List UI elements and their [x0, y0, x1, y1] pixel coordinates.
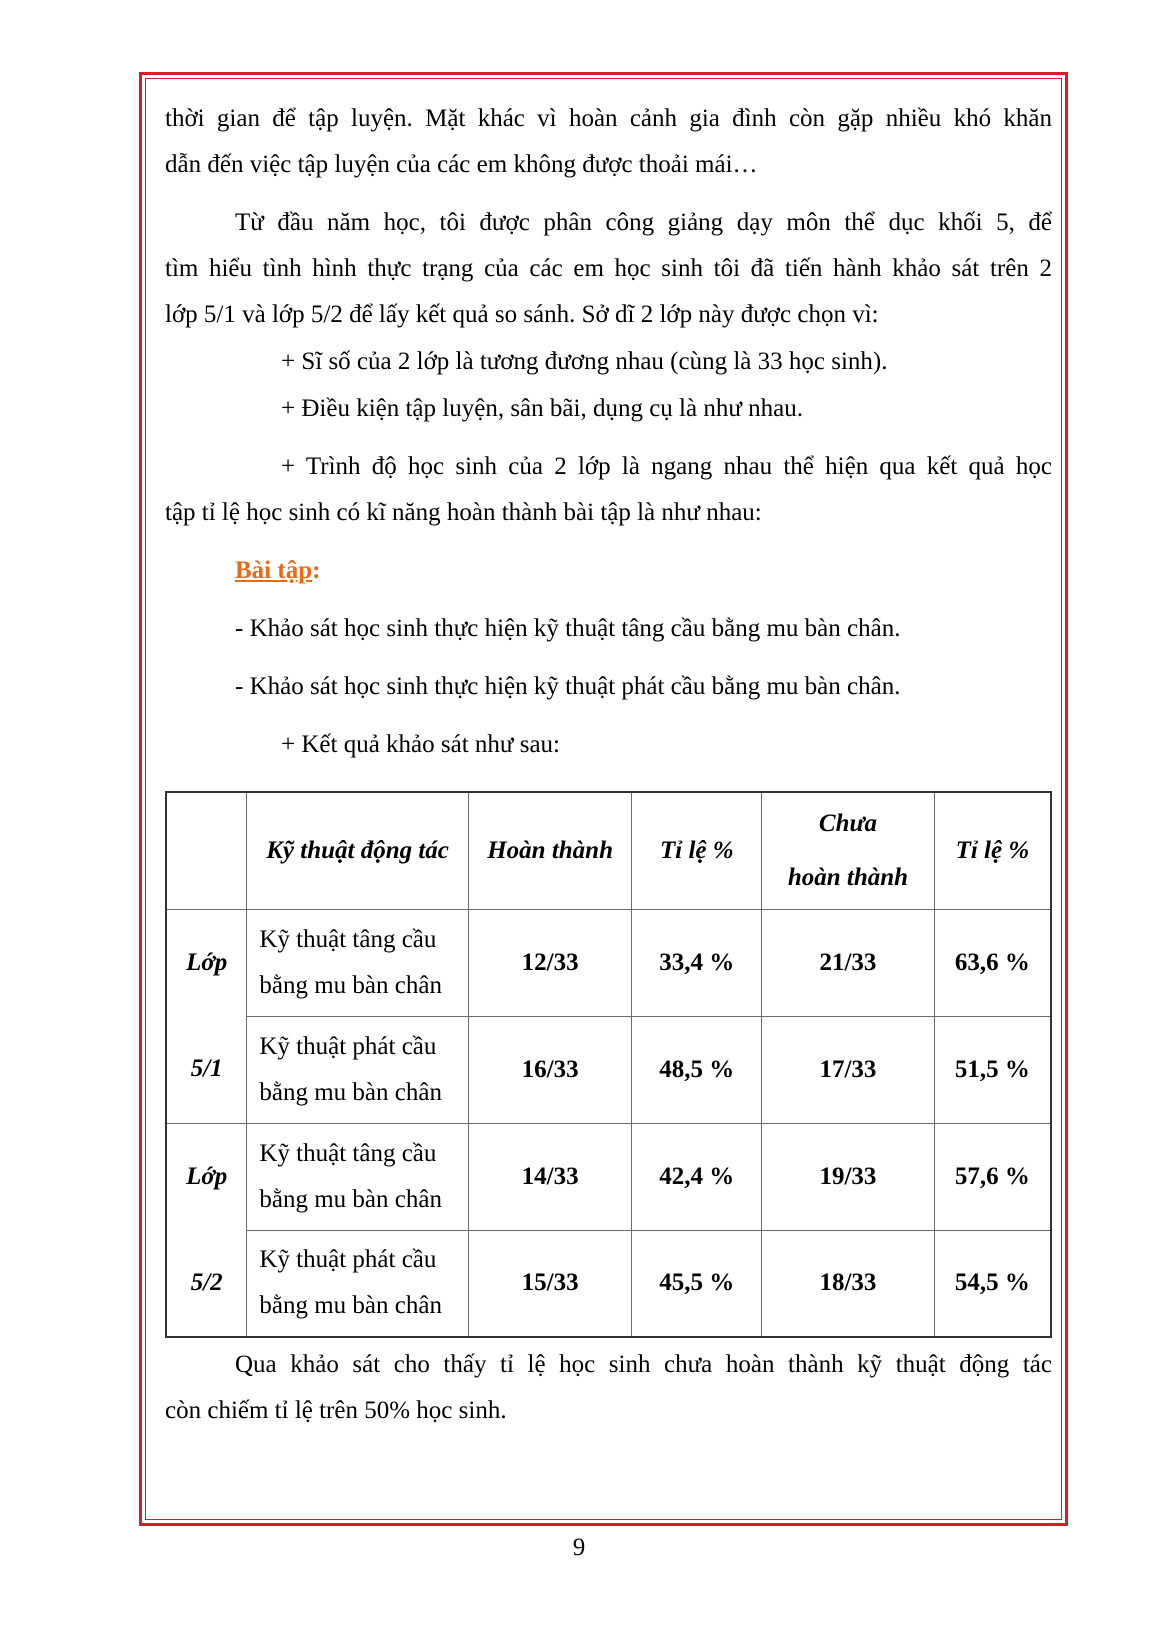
technique-line1: Kỹ thuật phát cầu	[259, 1032, 437, 1060]
paragraph-line: tìm hiểu tình hình thực trạng của các em học sinh tôi đã tiến hành khảo sát trên 2	[165, 255, 1052, 282]
completed-cell: 15/33	[468, 1230, 632, 1337]
result-intro: + Kết quả khảo sát như sau:	[281, 731, 560, 758]
technique-line2: bằng mu bàn chân	[259, 1185, 442, 1213]
completed-pct-cell: 45,5 %	[632, 1230, 762, 1337]
bullet-item: + Điều kiện tập luyện, sân bãi, dụng cụ là như nhau.	[281, 395, 803, 422]
header-completed: Hoàn thành	[468, 792, 632, 909]
class-cell-top: Lớp	[166, 1123, 247, 1230]
table-row	[166, 1123, 1051, 1230]
header-not-completed-pct: Tỉ lệ %	[934, 792, 1051, 909]
table-header-row	[166, 792, 1051, 909]
technique-cell	[247, 1230, 468, 1337]
table-row	[166, 1016, 1051, 1123]
header-not-completed	[762, 792, 935, 909]
bullet-item-continued: tập tỉ lệ học sinh có kĩ năng hoàn thành bài tập là như nhau:	[165, 499, 762, 526]
table-row	[166, 909, 1051, 1016]
paragraph-line: dẫn đến việc tập luyện của các em không được thoải mái…	[165, 151, 758, 178]
technique-cell	[247, 1123, 468, 1230]
header-not-completed-line1: Chưa	[818, 809, 877, 837]
technique-cell	[247, 1016, 468, 1123]
class-cell-bottom: 5/1	[166, 1016, 247, 1123]
not-completed-pct-cell: 57,6 %	[934, 1123, 1051, 1230]
paragraph-line: lớp 5/1 và lớp 5/2 để lấy kết quả so sánh. Sở dĩ 2 lớp này được chọn vì:	[165, 301, 879, 328]
paragraph-line: thời gian để tập luyện. Mặt khác vì hoàn cảnh gia đình còn gặp nhiều khó khăn	[165, 105, 1052, 132]
exercise-heading	[235, 556, 320, 586]
not-completed-cell: 21/33	[762, 909, 935, 1016]
not-completed-pct-cell: 63,6 %	[934, 909, 1051, 1016]
not-completed-pct-cell: 51,5 %	[934, 1016, 1051, 1123]
header-technique: Kỹ thuật động tác	[247, 792, 468, 909]
class-cell-bottom: 5/2	[166, 1230, 247, 1337]
header-class	[166, 792, 247, 909]
conclusion-line: Qua khảo sát cho thấy tỉ lệ học sinh chưa hoàn thành kỹ thuật động tác	[235, 1351, 1052, 1378]
completed-pct-cell: 42,4 %	[632, 1123, 762, 1230]
technique-line2: bằng mu bàn chân	[259, 1292, 442, 1320]
completed-cell: 14/33	[468, 1123, 632, 1230]
exercise-item: - Khảo sát học sinh thực hiện kỹ thuật tâng cầu bằng mu bàn chân.	[235, 615, 901, 642]
exercise-heading-colon: :	[312, 557, 321, 584]
technique-line1: Kỹ thuật tâng cầu	[259, 925, 437, 953]
completed-pct-cell: 33,4 %	[632, 909, 762, 1016]
header-not-completed-line2: hoàn thành	[787, 863, 909, 891]
exercise-heading-text: Bài tập	[235, 557, 313, 584]
not-completed-cell: 19/33	[762, 1123, 935, 1230]
completed-cell: 12/33	[468, 909, 632, 1016]
not-completed-pct-cell: 54,5 %	[934, 1230, 1051, 1337]
completed-pct-cell: 48,5 %	[632, 1016, 762, 1123]
conclusion-line: còn chiếm tỉ lệ trên 50% học sinh.	[165, 1397, 507, 1424]
not-completed-cell: 18/33	[762, 1230, 935, 1337]
technique-line2: bằng mu bàn chân	[259, 971, 442, 999]
bullet-item: + Trình độ học sinh của 2 lớp là ngang nhau thể hiện qua kết quả học	[281, 453, 1052, 480]
bullet-item: + Sĩ số của 2 lớp là tương đương nhau (cùng là 33 học sinh).	[281, 348, 888, 375]
not-completed-cell: 17/33	[762, 1016, 935, 1123]
technique-line1: Kỹ thuật tâng cầu	[259, 1139, 437, 1167]
technique-cell	[247, 909, 468, 1016]
completed-cell: 16/33	[468, 1016, 632, 1123]
page-number: 9	[572, 1534, 586, 1561]
technique-line2: bằng mu bàn chân	[259, 1078, 442, 1106]
table-row	[166, 1230, 1051, 1337]
class-cell-top: Lớp	[166, 909, 247, 1016]
results-table	[165, 791, 1052, 1338]
header-completed-pct: Tỉ lệ %	[632, 792, 762, 909]
technique-line1: Kỹ thuật phát cầu	[259, 1246, 437, 1274]
exercise-item: - Khảo sát học sinh thực hiện kỹ thuật phát cầu bằng mu bàn chân.	[235, 673, 901, 700]
paragraph-line: Từ đầu năm học, tôi được phân công giảng dạy môn thể dục khối 5, để	[235, 209, 1052, 236]
